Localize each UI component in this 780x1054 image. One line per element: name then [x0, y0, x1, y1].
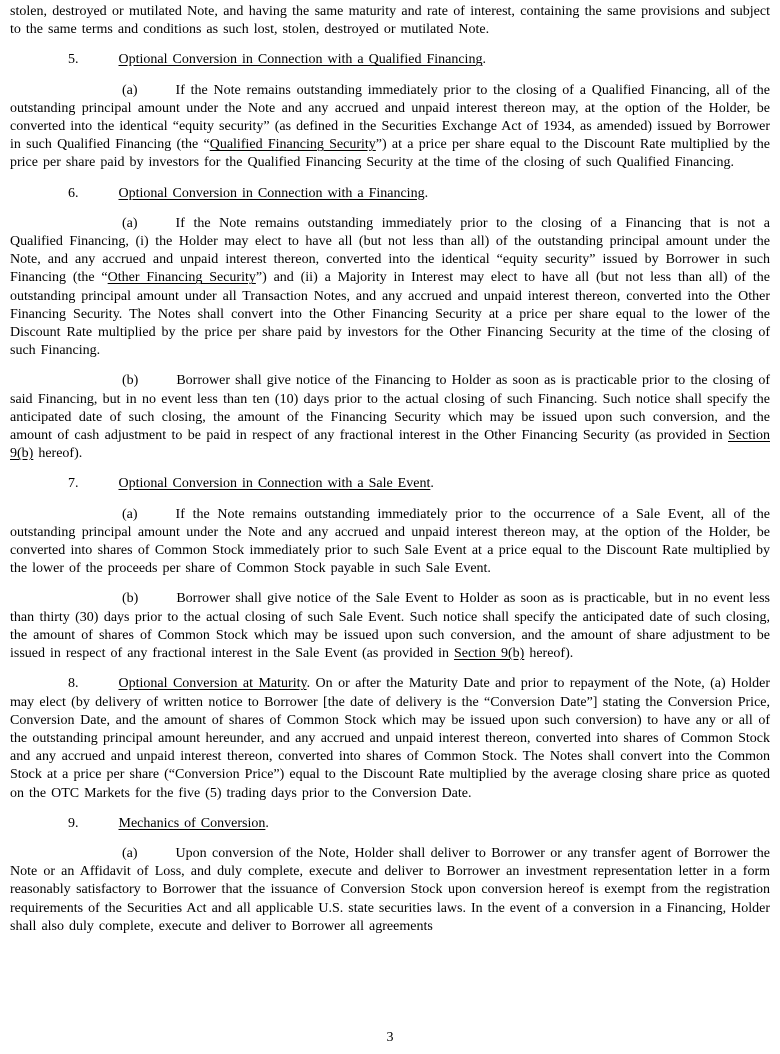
- underlined-term: Mechanics of Conversion: [118, 815, 266, 831]
- underlined-term: Other Financing Security: [107, 270, 256, 286]
- text-run: ”) at a price per share equal to the Discount Rate multiplied by the price per share paid by investors for the Qualified Financing Security at the time of the closing of such Qualified Financing.: [10, 137, 770, 171]
- section-number: 9.: [68, 815, 79, 831]
- text-run: hereof).: [524, 646, 574, 662]
- underlined-term: Optional Conversion at Maturity: [118, 676, 307, 692]
- subsection-label: (a): [122, 82, 138, 98]
- document-body: [10, 3, 770, 948]
- text-run: ”) and (ii) a Majority in Interest may elect to have all (but not less than all) of the outstanding principal amount under all Transaction Notes, and any accrued and unpaid interest thereon, converted into the Other Financing Security. The Notes shall convert into the Other Financing Security at a price per share equal to the lower of the Discount Rate multiplied by the price per share paid by investors for the Other Financing Security at the time of the closing of such Financing.: [10, 270, 770, 359]
- subsection-label: (b): [122, 373, 139, 389]
- paragraph: [10, 3, 770, 39]
- text-run: . On or after the Maturity Date and prior to repayment of the Note, (a) Holder may elect (by delivery of written notice to Borrower [the date of delivery is the “Conversion Date”] stating the Conversion Price, Conversion Date, and the amount of shares of Common Stock which may be issued upon such conversion) to have any or all of the outstanding principal amount hereunder, and any accrued and unpaid interest thereon, converted into shares of Common Stock and any accrued and unpaid interest thereon, converted into shares of Common Stock. The Notes shall convert into the Common Stock at a price per share (“Conversion Price”) equal to the Discount Rate multiplied by the average closing share price as quoted on the OTC Markets for the five (5) trading days prior to the Conversion Date.: [10, 676, 771, 801]
- text-run: If the Note remains outstanding immediately prior to the closing of a Financing that is not a Qualified Financing, (i) the Holder may elect to have all (but not less than all) of the outstanding principal amount under the Note, and any accrued and unpaid interest thereon, converted into the identical “equity security” issued by Borrower in such Financing (the “: [10, 215, 770, 286]
- text-run: .: [265, 815, 269, 831]
- text-run: If the Note remains outstanding immediately prior to the closing of a Qualified Financing, all of the outstanding principal amount under the Note and any accrued and unpaid interest thereon may, at the option of the Holder, be converted into the identical “equity security” (as defined in the Securities Exchange Act of 1934, as amended) issued by Borrower in such Qualified Financing (the “: [10, 82, 770, 153]
- underlined-term: Optional Conversion in Connection with a Qualified Financing: [118, 52, 483, 68]
- text-run: Borrower shall give notice of the Financing to Holder as soon as is practicable prior to the closing of said Financing, but in no event less than ten (10) days prior to the actual closing of such Financing. Such notice shall specify the anticipated date of such closing, the amount of the Financing Security which may be issued upon such conversion, and the amount of cash adjustment to be paid in respect of any fractional interest in the Other Financing Security (as provided in: [10, 373, 770, 444]
- section-heading: [10, 815, 770, 833]
- text-run: Upon conversion of the Note, Holder shall deliver to Borrower or any transfer agent of Borrower the Note or an Affidavit of Loss, and duly complete, execute and deliver to Borrower an investment representation letter in a form reasonably satisfactory to Borrower that the issuance of Conversion Stock upon conversion hereof is exempt from the registration requirements of the Securities Act and all applicable U.S. state securities laws. In the event of a conversion in a Financing, Holder shall also duly complete, execute and deliver to Borrower all agreements: [10, 845, 770, 934]
- subsection-label: (b): [122, 591, 139, 607]
- text-run: hereof).: [33, 446, 83, 462]
- section-number: 7.: [68, 476, 79, 492]
- subsection-paragraph: [10, 590, 770, 663]
- underlined-term: Optional Conversion in Connection with a Sale Event: [118, 476, 431, 492]
- text-run: .: [424, 185, 429, 201]
- underlined-term: Optional Conversion in Connection with a Financing: [118, 185, 425, 201]
- section-heading: [10, 185, 770, 203]
- text-run: .: [430, 476, 434, 492]
- section-number: 8.: [68, 676, 79, 692]
- subsection-paragraph: [10, 215, 770, 361]
- subsection-paragraph: [10, 845, 770, 936]
- subsection-label: (a): [122, 215, 138, 231]
- text-run: If the Note remains outstanding immediately prior to the occurrence of a Sale Event, all of the outstanding principal amount under the Note and any accrued and unpaid interest thereon may, at the option of the Holder, be converted into shares of Common Stock immediately prior to such Sale Event at a price equal to the Discount Rate multiplied by the lower of the proceeds per share of Common Stock payable in such Sale Event.: [10, 506, 770, 577]
- text-run: Borrower shall give notice of the Sale Event to Holder as soon as is practicable, but in no event less than thirty (30) days prior to the actual closing of such Sale Event. Such notice shall specify the anticipated date of such closing, the amount of shares of Common Stock which may be issued upon such conversion, and the amount of share adjustment to be issued in respect of any fractional interest in the Sale Event (as provided in: [10, 591, 770, 662]
- subsection-paragraph: [10, 506, 770, 579]
- subsection-label: (a): [122, 845, 138, 861]
- section-number: 5.: [68, 52, 79, 68]
- section-heading: [10, 51, 770, 69]
- subsection-paragraph: [10, 82, 770, 173]
- text-run: .: [482, 52, 486, 68]
- underlined-term: Section 9(b): [453, 646, 525, 662]
- subsection-label: (a): [122, 506, 138, 522]
- subsection-paragraph: [10, 372, 770, 463]
- section-number: 6.: [68, 185, 79, 201]
- section-heading: [10, 475, 770, 493]
- underlined-term: Section 9(b): [10, 428, 770, 462]
- text-run: stolen, destroyed or mutilated Note, and having the same maturity and rate of interest, containing the same provisions and subject to the same terms and conditions as such lost, stolen, destroyed or mutilated Note.: [10, 4, 770, 38]
- page-number: 3: [386, 1030, 394, 1045]
- numbered-paragraph: [10, 675, 770, 802]
- underlined-term: Qualified Financing Security: [209, 137, 376, 153]
